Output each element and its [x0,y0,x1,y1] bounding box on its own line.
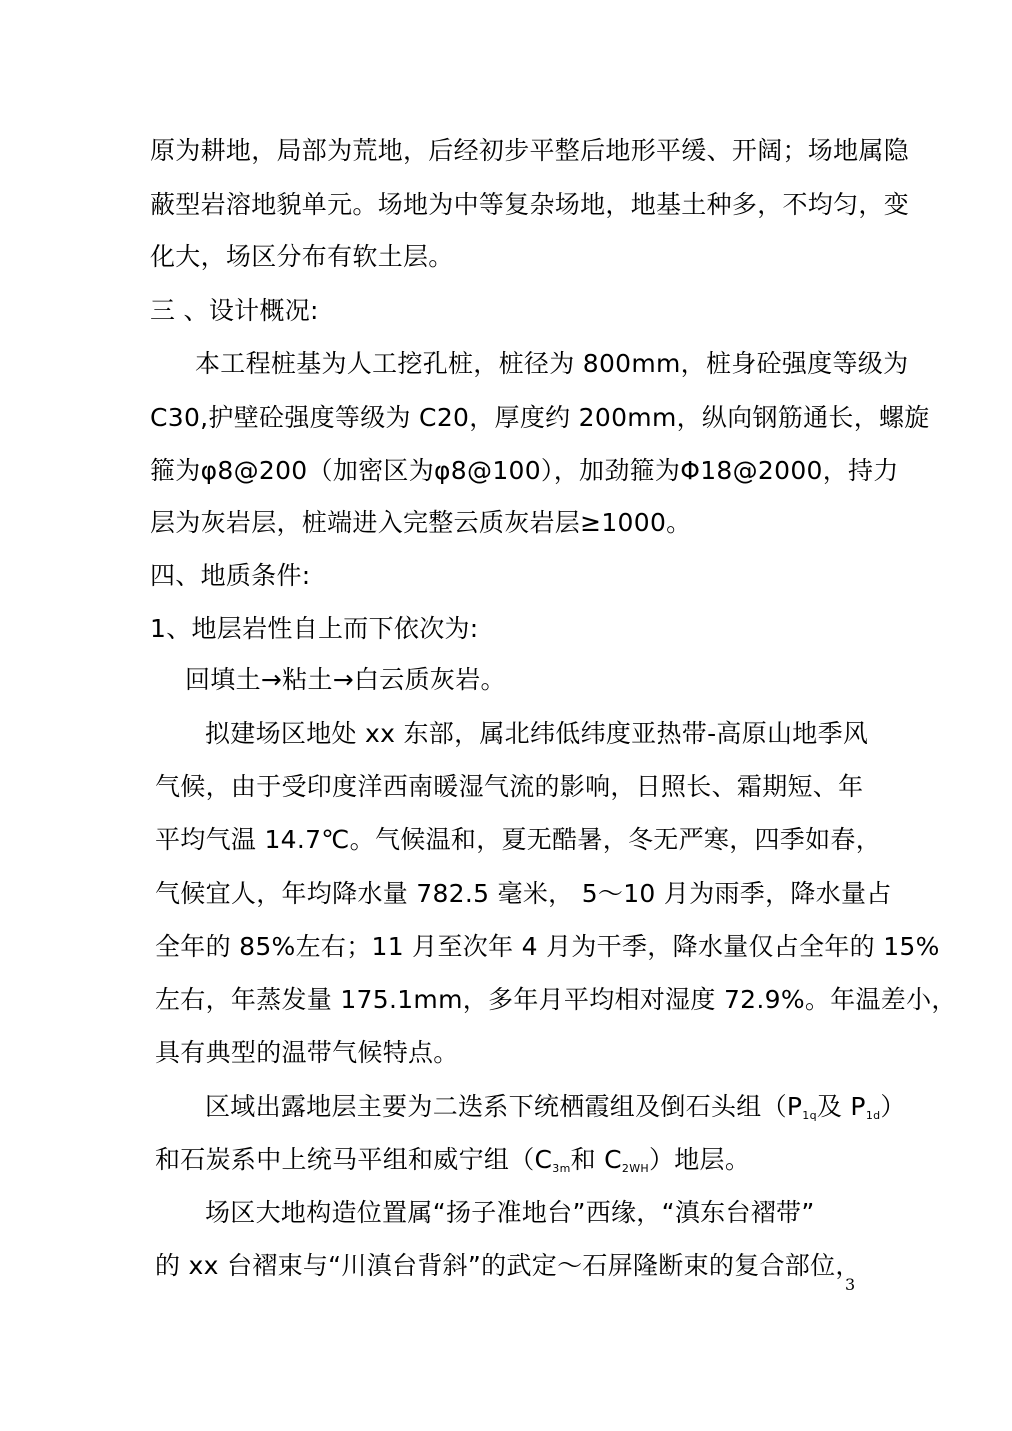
text-segment: 及 P [816,1092,866,1121]
text-line [155,1142,750,1187]
text-line: 的 xx 台褶束与“川滇台背斜”的武定～石屏隆断束的复合部位， [155,1251,861,1280]
section-heading: 三 、设计概况: [150,296,319,325]
text-line: 场区大地构造位置属“扬子准地台”西缘，“滇东台褶带” [205,1198,815,1227]
text-line: 原为耕地，局部为荒地，后经初步平整后地形平缓、开阔；场地属隐 [150,136,910,165]
text-line: 箍为φ8@200（加密区为φ8@100），加劲箍为Φ18@2000，持力 [150,456,899,485]
text-line: 回填土→粘土→白云质灰岩。 [185,665,506,694]
text-line: 本工程桩基为人工挖孔桩，桩径为 800mm，桩身砼强度等级为 [195,349,909,378]
text-line: 拟建场区地处 xx 东部，属北纬低纬度亚热带-高原山地季风 [205,719,869,748]
text-line: 蔽型岩溶地貌单元。场地为中等复杂场地，地基土种多，不均匀，变 [150,190,910,219]
text-line: 化大，场区分布有软土层。 [150,242,454,271]
text-line: 具有典型的温带气候特点。 [155,1038,459,1067]
text-line: 层为灰岩层，桩端进入完整云质灰岩层≥1000。 [150,508,692,537]
section-heading: 四、地质条件: [150,561,311,590]
subscript: 1d [865,1109,881,1122]
text-segment: ） [880,1092,906,1121]
text-line: 全年的 85%左右；11 月至次年 4 月为干季，降水量仅占全年的 15% [155,932,940,961]
text-line: 平均气温 14.7℃。气候温和，夏无酷暑，冬无严寒，四季如春， [155,825,881,854]
text-segment: 和 C [570,1145,622,1174]
text-segment: 和石炭系中上统马平组和威宁组（C [155,1145,553,1174]
subscript: 1q [802,1109,817,1122]
text-line: C30,护壁砼强度等级为 C20，厚度约 200mm，纵向钢筋通长，螺旋 [150,403,930,432]
text-line: 左右，年蒸发量 175.1mm，多年月平均相对湿度 72.9%。年温差小， [155,985,957,1014]
subsection-heading: 1、地层岩性自上而下依次为: [150,614,479,643]
text-line: 气候，由于受印度洋西南暖湿气流的影响，日照长、霜期短、年 [155,772,864,801]
text-segment: 区域出露地层主要为二迭系下统栖霞组及倒石头组（P [205,1092,803,1121]
text-segment: ）地层。 [648,1145,751,1174]
subscript: 2WH [621,1162,649,1175]
text-line: 气候宜人，年均降水量 782.5 毫米， 5～10 月为雨季，降水量占 [155,879,892,908]
subscript: 3m [552,1162,571,1175]
text-line [205,1089,906,1134]
page-number: 3 [845,1275,856,1294]
